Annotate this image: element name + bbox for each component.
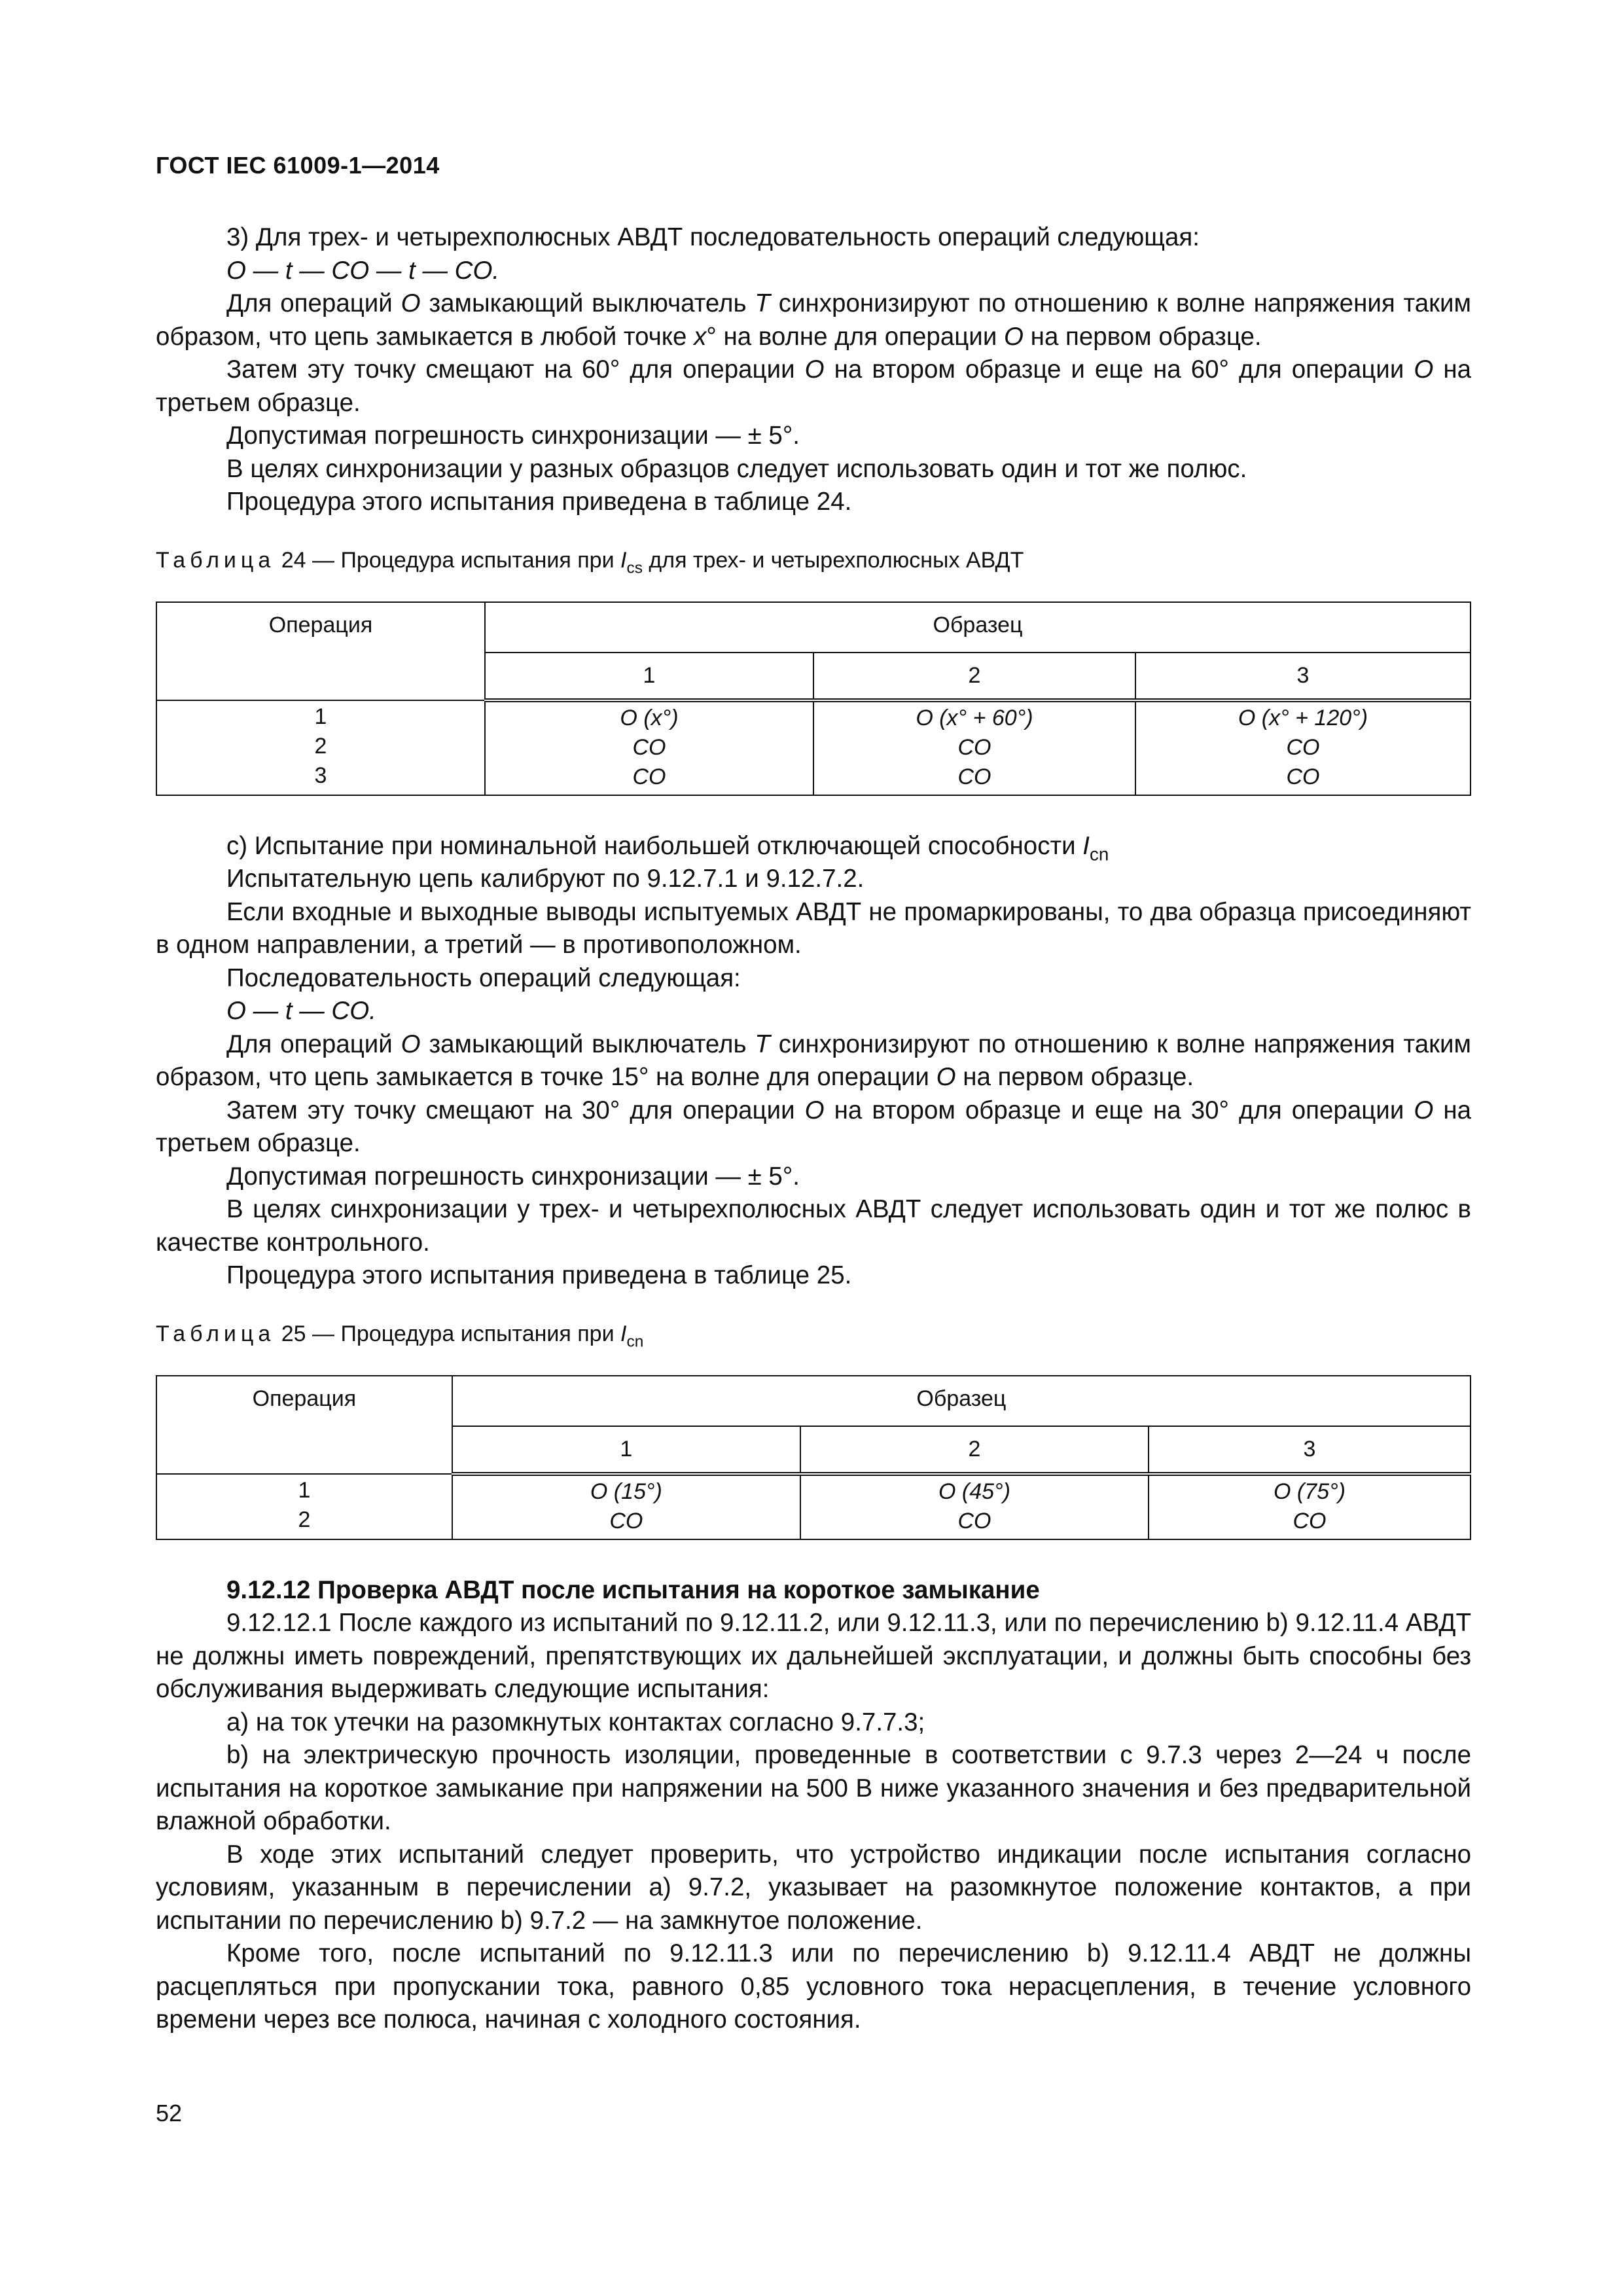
sample-3-cell: O (75°) CO — [1149, 1474, 1471, 1539]
shift-paragraph: Затем эту точку смещают на 30° для операции O на втором образце и еще на 30° для операции O на третьем образце. — [156, 1096, 1471, 1157]
column-header-sample: Образец — [452, 1376, 1471, 1426]
item-3-intro: 3) Для трех- и четырехполюсных АВДТ последовательность операций следующая: — [226, 223, 1200, 251]
sample-2-cell: O (45°) CO — [800, 1474, 1149, 1539]
sample-number: 2 — [813, 653, 1135, 700]
table-24 — [156, 601, 1471, 796]
calibration-paragraph: Испытательную цепь калибруют по 9.12.7.1 и 9.12.7.2. — [226, 865, 865, 893]
operation-cell: 1 2 3 — [156, 700, 485, 795]
pole-paragraph: В целях синхронизации у трех- и четырехполюсных АВДТ следует использовать один и тот же полюс в качестве контрольного. — [156, 1195, 1471, 1257]
tolerance-paragraph: Допустимая погрешность синхронизации — ± 5°. — [226, 1162, 800, 1191]
non-tripping-paragraph: Кроме того, после испытаний по 9.12.11.3 или по перечислению b) 9.12.11.4 АВДТ не должны расцепляться при пропускании тока, равного 0,85 условного тока нерасцепления, в течение условного времени через все полюса, начиная с холодного состояния. — [156, 1939, 1471, 2034]
indication-paragraph: В ходе этих испытаний следует проверить, что устройство индикации после испытания согласно условиям, указанным в перечислении а) 9.7.2, указывает на разомкнутое положение контактов, а при испытании по перечислению b) 9.7.2 — на замкнутое положение. — [156, 1840, 1471, 1935]
sequence-intro: Последовательность операций следующая: — [226, 963, 741, 992]
column-header-sample: Образец — [485, 602, 1471, 653]
section-c-title: c) Испытание при номинальной наибольшей отключающей способности $I_{cn}$ — [226, 831, 1109, 865]
procedure-reference: Процедура этого испытания приведена в таблице 25. — [226, 1261, 852, 1289]
document-body — [156, 221, 1471, 2037]
sample-1-cell: O (15°) CO — [452, 1474, 800, 1539]
sample-number: 1 — [485, 653, 813, 700]
procedure-reference: Процедура этого испытания приведена в таблице 24. — [226, 488, 852, 516]
sample-3-cell: O (x° + 120°) CO CO — [1135, 700, 1471, 795]
sync-paragraph: Для операций O замыкающий выключатель T синхронизируют по отношению к волне напряжения таким образом, что цепь замыкается в точке 15° на волне для операции O на первом образце. — [156, 1030, 1471, 1091]
table-25 — [156, 1375, 1471, 1540]
column-header-operation: Операция — [156, 602, 485, 700]
sample-number: 2 — [800, 1426, 1149, 1474]
sample-number: 3 — [1135, 653, 1471, 700]
sample-1-cell: O (x°) CO CO — [485, 700, 813, 795]
document-header: ГОСТ IEC 61009-1—2014 — [156, 152, 440, 179]
list-item-b: b) на электрическую прочность изоляции, проведенные в соответствии с 9.7.3 через 2—24 ч после испытания на короткое замыкание при напряжении на 500 В ниже указанного значения и без предварительной влажной обработки. — [156, 1741, 1471, 1835]
sample-2-cell: O (x° + 60°) CO CO — [813, 700, 1135, 795]
clause-9-12-12-1: 9.12.12.1 После каждого из испытаний по 9.12.11.2, или 9.12.11.3, или по перечислению b) 9.12.11.4 АВДТ не должны иметь повреждений, препятствующих их дальнейшей эксплуатации, и должны быть способны без обслуживания выдерживать следующие испытания: — [156, 1609, 1471, 1703]
pole-paragraph: В целях синхронизации у разных образцов следует использовать один и тот же полюс. — [226, 454, 1247, 483]
column-header-operation: Операция — [156, 1376, 452, 1474]
operation-sequence: O — t — CO. — [226, 997, 376, 1025]
section-heading: 9.12.12 Проверка АВДТ после испытания на короткое замыкание — [226, 1575, 1040, 1604]
operation-cell: 1 2 — [156, 1474, 452, 1539]
list-item-a: а) на ток утечки на разомкнутых контактах согласно 9.7.7.3; — [226, 1708, 925, 1736]
tolerance-paragraph: Допустимая погрешность синхронизации — ± 5°. — [226, 422, 800, 450]
shift-paragraph: Затем эту точку смещают на 60° для операции O на втором образце и еще на 60° для операции O на третьем образце. — [156, 355, 1471, 417]
table-24-caption: Таблица 24 — Процедура испытания при $I_{cs}$ для трех- и четырехполюсных АВДТ — [156, 547, 1024, 577]
operation-sequence: O — t — CO — t — CO. — [226, 256, 500, 285]
terminals-paragraph: Если входные и выходные выводы испытуемых АВДТ не промаркированы, то два образца присоединяют в одном направлении, а третий — в противоположном. — [156, 897, 1471, 959]
table-25-caption: Таблица 25 — Процедура испытания при $I_{cn}$ — [156, 1321, 644, 1351]
page-number: 52 — [156, 2100, 183, 2126]
sync-paragraph: Для операций O замыкающий выключатель T синхронизируют по отношению к волне напряжения таким образом, что цепь замыкается в любой точке x° на волне для операции O на первом образце. — [156, 289, 1471, 351]
sample-number: 1 — [452, 1426, 800, 1474]
sample-number: 3 — [1149, 1426, 1471, 1474]
